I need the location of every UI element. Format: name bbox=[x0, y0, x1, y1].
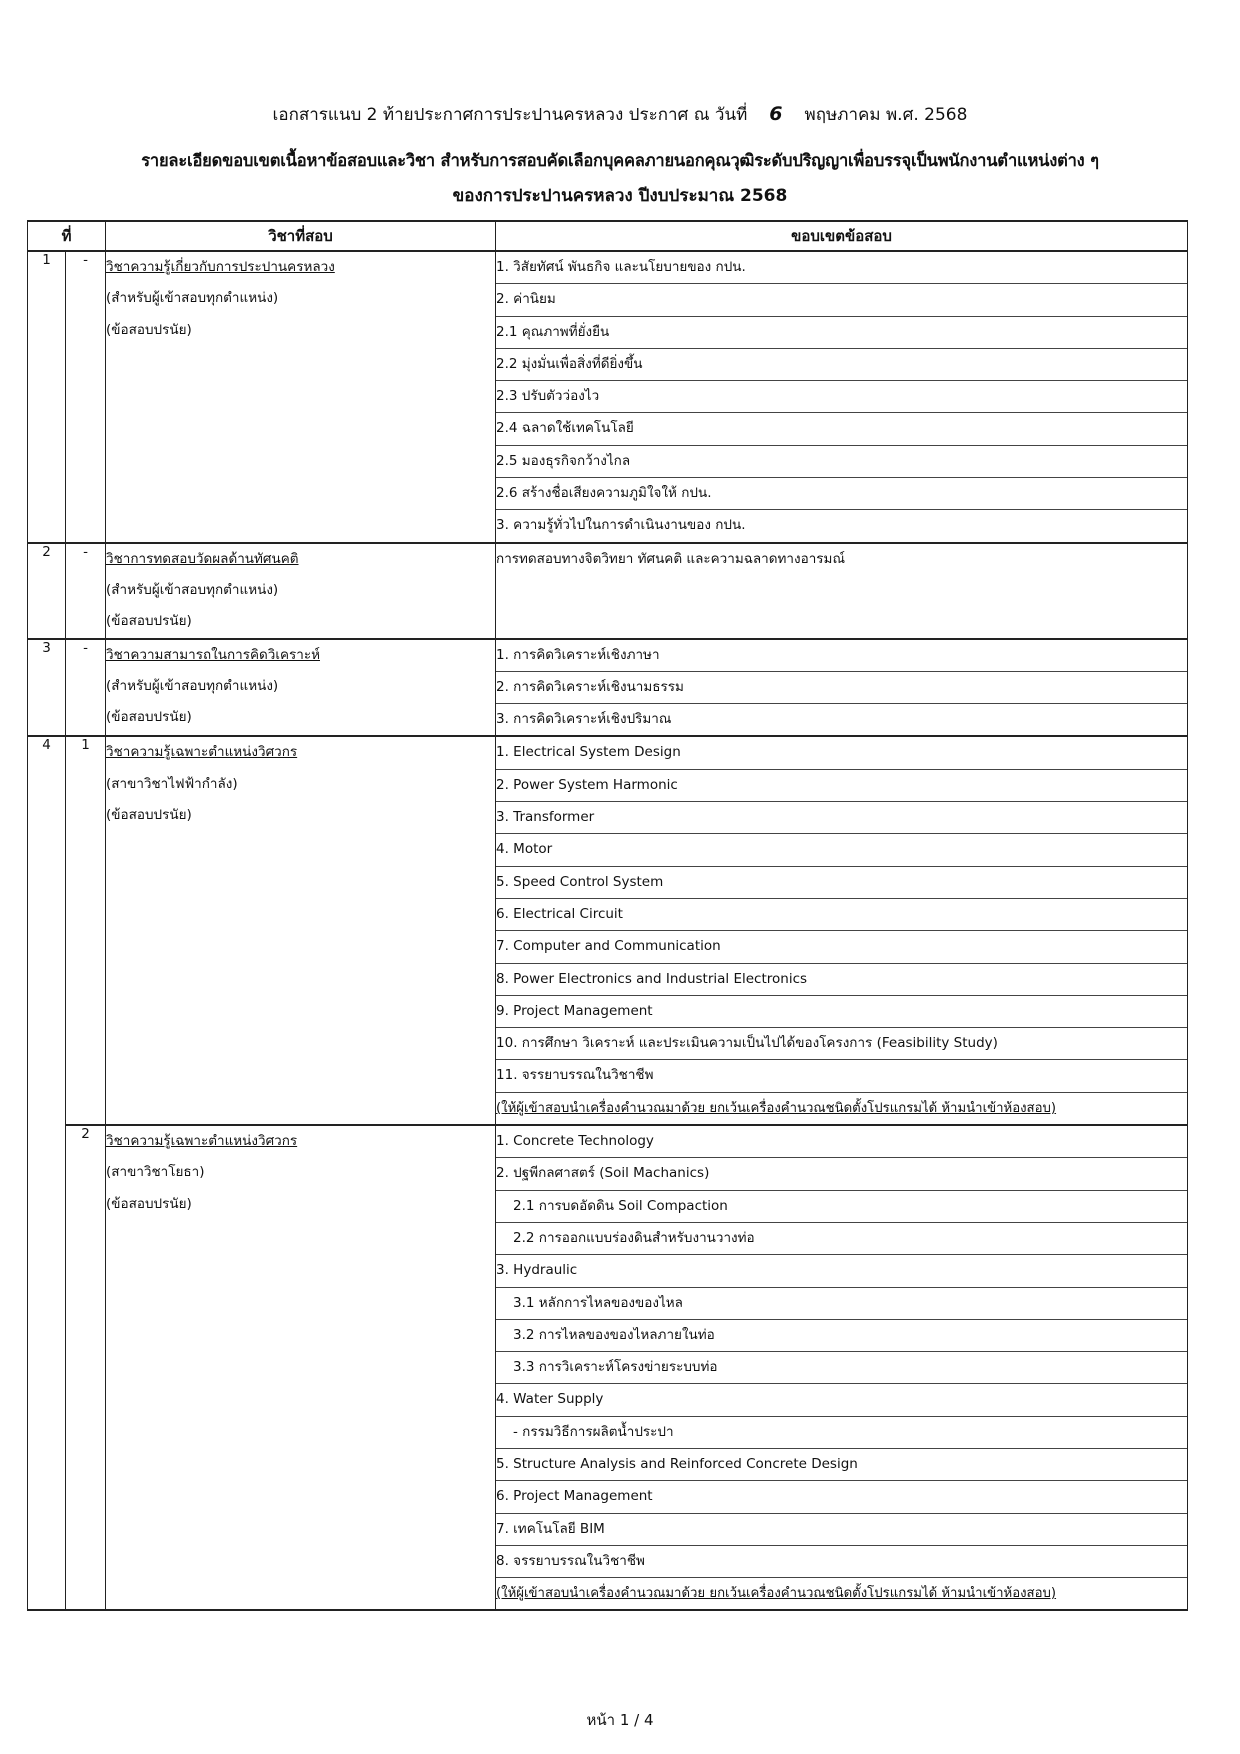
document-title: รายละเอียดขอบเขตเนื้อหาข้อสอบและวิชา สำหรับการสอบคัดเลือกบุคคลภายนอกคุณวุฒิระดับปริญญาเพื่อบรรจุเป็นพนักงานตำแหน่งต่าง ๆ bbox=[141, 151, 1099, 170]
scope-topic: 2.2 มุ่งมั่นเพื่อสิ่งที่ดียิ่งขึ้น bbox=[496, 349, 1187, 381]
scope-topic: 1. Electrical System Design bbox=[496, 737, 1187, 769]
header-scope: ขอบเขตข้อสอบ bbox=[496, 221, 1188, 251]
scope-topic: 5. Structure Analysis and Reinforced Concrete Design bbox=[496, 1449, 1187, 1481]
scope-topic: 5. Speed Control System bbox=[496, 867, 1187, 899]
scope-cell bbox=[496, 251, 1188, 543]
row-sub-number: 1 bbox=[66, 736, 106, 1125]
scope-topic: 4. Motor bbox=[496, 834, 1187, 866]
subject-cell bbox=[106, 639, 496, 737]
table-row bbox=[28, 736, 1188, 1125]
scope-cell bbox=[496, 1125, 1188, 1610]
scope-topic: 3. Hydraulic bbox=[496, 1255, 1187, 1287]
subject-title: วิชาการทดสอบวัดผลด้านทัศนคติ bbox=[106, 550, 299, 567]
scope-topic: 2.1 คุณภาพที่ยั่งยืน bbox=[496, 317, 1187, 349]
row-number: 2 bbox=[28, 543, 66, 639]
scope-topic: 3. ความรู้ทั่วไปในการดำเนินงานของ กปน. bbox=[496, 517, 746, 534]
page-number: หน้า 1 / 4 bbox=[586, 1711, 654, 1729]
calculator-note: (ให้ผู้เข้าสอบนำเครื่องคำนวณมาด้วย ยกเว้นเครื่องคำนวณชนิดตั้งโปรแกรมได้ ห้ามนำเข้าห้องสอบ) bbox=[496, 1100, 1057, 1116]
calculator-note: (ให้ผู้เข้าสอบนำเครื่องคำนวณมาด้วย ยกเว้นเครื่องคำนวณชนิดตั้งโปรแกรมได้ ห้ามนำเข้าห้องสอบ) bbox=[496, 1586, 1057, 1602]
subject-description: (สำหรับผู้เข้าสอบทุกตำแหน่ง) bbox=[106, 581, 279, 598]
scope-topic: 8. จรรยาบรรณในวิชาชีพ bbox=[496, 1546, 1187, 1578]
announcement-day: 6 bbox=[769, 103, 783, 125]
subject-title: วิชาความรู้เฉพาะตำแหน่งวิศวกร bbox=[106, 1133, 298, 1150]
table-row bbox=[28, 639, 1188, 737]
scope-topic: 2.2 การออกแบบร่องดินสำหรับงานวางท่อ bbox=[496, 1223, 1187, 1255]
subject-cell bbox=[106, 543, 496, 639]
attachment-heading-after: พฤษภาคม พ.ศ. 2568 bbox=[804, 105, 968, 125]
subject-title: วิชาความสามารถในการคิดวิเคราะห์ bbox=[106, 646, 320, 663]
scope-topic: - กรรมวิธีการผลิตน้ำประปา bbox=[496, 1417, 1187, 1449]
subject-description: (ข้อสอบปรนัย) bbox=[106, 321, 192, 338]
scope-topic: 6. Project Management bbox=[496, 1481, 1187, 1513]
subject-description: (ข้อสอบปรนัย) bbox=[106, 807, 192, 824]
row-number: 4 bbox=[28, 736, 66, 1125]
row-number: 3 bbox=[28, 639, 66, 737]
subject-description: (ข้อสอบปรนัย) bbox=[106, 1195, 192, 1212]
document-subtitle: ของการประปานครหลวง ปีงบประมาณ 2568 bbox=[452, 186, 788, 206]
subject-title: วิชาความรู้เฉพาะตำแหน่งวิศวกร bbox=[106, 744, 298, 761]
scope-topic: 2.1 การบดอัดดิน Soil Compaction bbox=[496, 1191, 1187, 1223]
subject-cell bbox=[106, 736, 496, 1125]
scope-topic: 3.1 หลักการไหลของของไหล bbox=[496, 1288, 1187, 1320]
row-number: 1 bbox=[28, 251, 66, 543]
scope-topic: 9. Project Management bbox=[496, 996, 1187, 1028]
subject-description: (สาขาวิชาโยธา) bbox=[106, 1164, 205, 1181]
table-row bbox=[28, 251, 1188, 543]
scope-topic: การทดสอบทางจิตวิทยา ทัศนคติ และความฉลาดทางอารมณ์ bbox=[496, 550, 845, 567]
table-body bbox=[28, 251, 1188, 1610]
scope-topic: 7. Computer and Communication bbox=[496, 931, 1187, 963]
attachment-heading-before: เอกสารแนบ 2 ท้ายประกาศการประปานครหลวง ประกาศ ณ วันที่ bbox=[272, 105, 748, 125]
scope-topic: 11. จรรยาบรรณในวิชาชีพ bbox=[496, 1060, 1187, 1092]
row-sub-number: - bbox=[66, 251, 106, 543]
scope-topic: 3.3 การวิเคราะห์โครงข่ายระบบท่อ bbox=[496, 1352, 1187, 1384]
scope-topic: 1. Concrete Technology bbox=[496, 1126, 1187, 1158]
scope-cell bbox=[496, 543, 1188, 639]
scope-topic: 2. การคิดวิเคราะห์เชิงนามธรรม bbox=[496, 672, 1187, 704]
attachment-heading bbox=[0, 101, 1240, 128]
scope-topic: 2. Power System Harmonic bbox=[496, 770, 1187, 802]
subject-description: (สำหรับผู้เข้าสอบทุกตำแหน่ง) bbox=[106, 290, 279, 307]
scope-topic: 3.2 การไหลของของไหลภายในท่อ bbox=[496, 1320, 1187, 1352]
scope-topic: 1. วิสัยทัศน์ พันธกิจ และนโยบายของ กปน. bbox=[496, 252, 1187, 284]
scope-topic: 10. การศึกษา วิเคราะห์ และประเมินความเป็นไปได้ของโครงการ (Feasibility Study) bbox=[496, 1028, 1187, 1060]
table-row bbox=[28, 543, 1188, 639]
subject-description: (สาขาวิชาไฟฟ้ากำลัง) bbox=[106, 775, 238, 792]
subject-description: (สำหรับผู้เข้าสอบทุกตำแหน่ง) bbox=[106, 677, 279, 694]
scope-topic: 7. เทคโนโลยี BIM bbox=[496, 1514, 1187, 1546]
row-sub-number: - bbox=[66, 639, 106, 737]
scope-topic: 3. การคิดวิเคราะห์เชิงปริมาณ bbox=[496, 711, 672, 728]
scope-topic: 2.4 ฉลาดใช้เทคโนโลยี bbox=[496, 413, 1187, 445]
table-row bbox=[28, 1125, 1188, 1610]
subject-title: วิชาความรู้เกี่ยวกับการประปานครหลวง bbox=[106, 259, 335, 275]
subject-cell bbox=[106, 251, 496, 543]
header-no: ที่ bbox=[28, 221, 106, 251]
subject-cell bbox=[106, 1125, 496, 1610]
scope-cell bbox=[496, 736, 1188, 1125]
scope-topic: 6. Electrical Circuit bbox=[496, 899, 1187, 931]
scope-topic: 2.3 ปรับตัวว่องไว bbox=[496, 381, 1187, 413]
exam-scope-table bbox=[27, 220, 1188, 1611]
scope-topic: 1. การคิดวิเคราะห์เชิงภาษา bbox=[496, 640, 1187, 672]
scope-topic: 2.6 สร้างชื่อเสียงความภูมิใจให้ กปน. bbox=[496, 478, 1187, 510]
scope-topic: 8. Power Electronics and Industrial Electronics bbox=[496, 964, 1187, 996]
scope-cell bbox=[496, 639, 1188, 737]
subject-description: (ข้อสอบปรนัย) bbox=[106, 709, 192, 726]
row-sub-number: 2 bbox=[66, 1125, 106, 1610]
scope-topic: 4. Water Supply bbox=[496, 1384, 1187, 1416]
row-sub-number: - bbox=[66, 543, 106, 639]
scope-topic: 2. ปฐพีกลศาสตร์ (Soil Machanics) bbox=[496, 1158, 1187, 1190]
header-subject: วิชาที่สอบ bbox=[106, 221, 496, 251]
table-header-row bbox=[28, 221, 1188, 251]
scope-topic: 2. ค่านิยม bbox=[496, 284, 1187, 316]
scope-topic: 3. Transformer bbox=[496, 802, 1187, 834]
subject-description: (ข้อสอบปรนัย) bbox=[106, 613, 192, 630]
row-number bbox=[28, 1125, 66, 1610]
scope-topic: 2.5 มองธุรกิจกว้างไกล bbox=[496, 446, 1187, 478]
